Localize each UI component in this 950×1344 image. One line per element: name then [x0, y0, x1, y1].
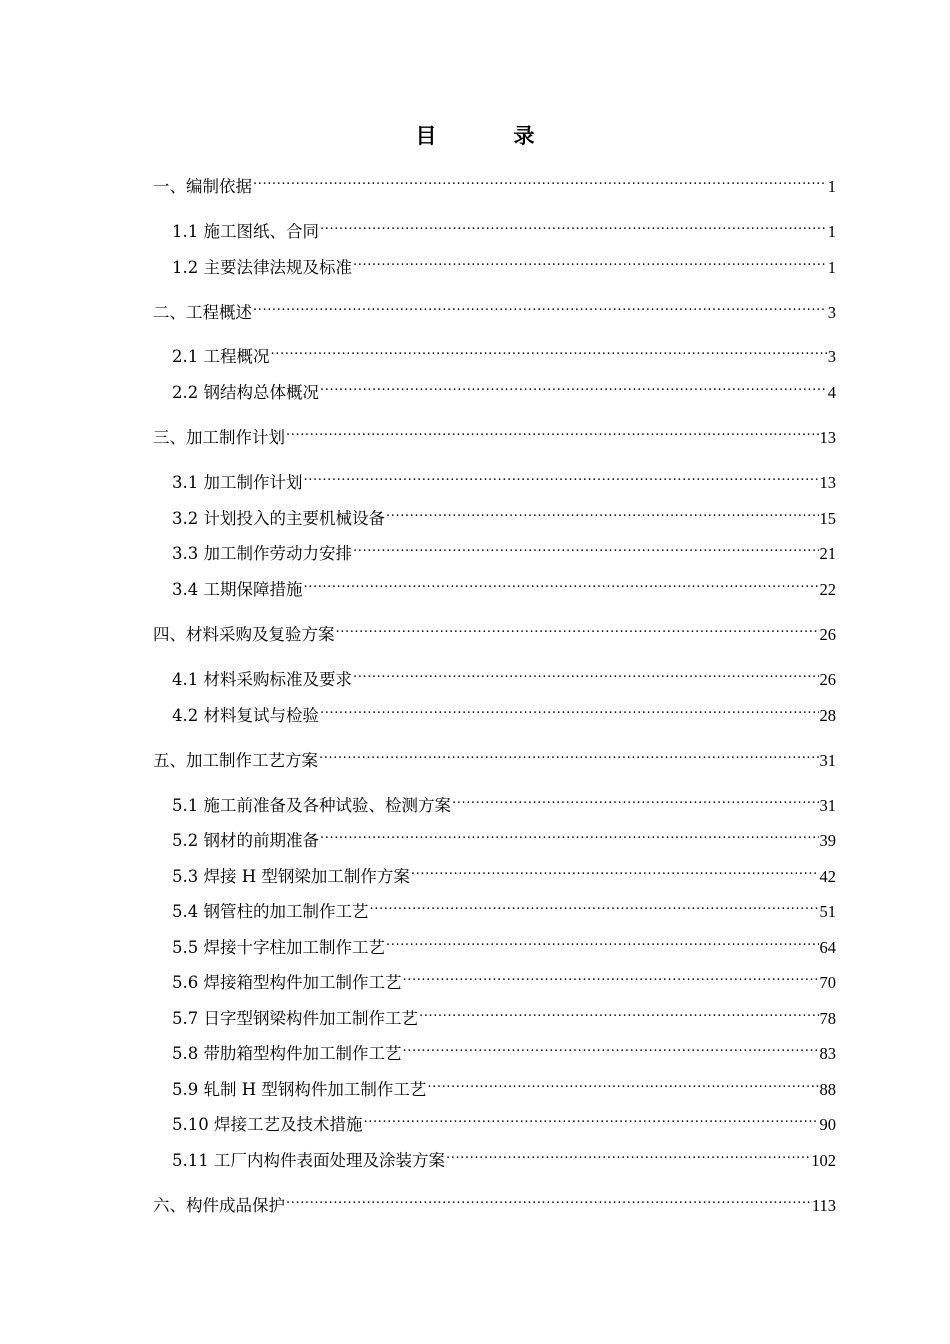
toc-subentry[interactable] [172, 1071, 836, 1099]
toc-entry-label: 2.1 工程概况 [172, 345, 271, 369]
toc-page-number: 4 [827, 383, 836, 402]
toc-dot-leader [403, 964, 819, 988]
toc-entry-label: 5.8 带肋箱型构件加工制作工艺 [172, 1042, 403, 1066]
toc-page-number: 31 [819, 751, 836, 770]
toc-page-number: 1 [827, 177, 836, 196]
toc-entry-label: 3.4 工期保障措施 [172, 578, 304, 602]
toc-subentry[interactable] [172, 1142, 836, 1170]
toc-subentry[interactable] [172, 374, 836, 402]
toc-subentry[interactable] [172, 464, 836, 492]
toc-dot-leader [452, 787, 819, 811]
toc-entry-label: 三、加工制作计划 [153, 426, 286, 450]
toc-page-number: 39 [819, 831, 836, 850]
toc-entry-label: 5.7 日字型钢梁构件加工制作工艺 [172, 1007, 419, 1031]
toc-entry-label: 五、加工制作工艺方案 [153, 749, 319, 773]
toc-dot-leader [353, 661, 819, 685]
toc-subentry[interactable] [172, 697, 836, 725]
toc-dot-leader [411, 858, 819, 882]
toc-subentry[interactable] [172, 858, 836, 886]
toc-entry-label: 四、材料采购及复验方案 [153, 623, 336, 647]
toc-dot-leader [386, 500, 819, 524]
toc-page-number: 1 [827, 258, 836, 277]
toc-entry-label: 3.2 计划投入的主要机械设备 [172, 507, 386, 531]
toc-dot-leader [353, 249, 827, 273]
toc-entry[interactable] [153, 168, 836, 196]
toc-page-number: 70 [819, 973, 836, 992]
toc-entry[interactable] [153, 742, 836, 770]
toc-subentry[interactable] [172, 1106, 836, 1134]
toc-dot-leader [320, 374, 827, 398]
toc-page-number: 83 [819, 1044, 836, 1063]
toc-page-number: 3 [827, 303, 836, 322]
toc-entry-label: 5.5 焊接十字柱加工制作工艺 [172, 936, 386, 960]
toc-dot-leader [370, 893, 819, 917]
toc-dot-leader [427, 1071, 818, 1095]
toc-dot-leader [286, 1187, 811, 1211]
toc-dot-leader [446, 1142, 810, 1166]
toc-subentry[interactable] [172, 964, 836, 992]
toc-dot-leader [320, 822, 819, 846]
toc-page-number: 15 [819, 509, 836, 528]
toc-dot-leader [419, 1000, 819, 1024]
page-title: 目 录 [415, 124, 563, 148]
toc-page-number: 31 [819, 796, 836, 815]
toc-dot-leader [319, 742, 819, 766]
toc-page-number: 113 [811, 1196, 836, 1215]
toc-page-number: 102 [811, 1151, 836, 1170]
toc-dot-leader [253, 294, 827, 318]
toc-entry-label: 5.2 钢材的前期准备 [172, 829, 320, 853]
toc-entry-label: 一、编制依据 [153, 175, 253, 199]
toc-dot-leader [320, 697, 819, 721]
toc-entry-label: 5.3 焊接 H 型钢梁加工制作方案 [172, 865, 411, 889]
toc-dot-leader [336, 616, 819, 640]
toc-page-number: 90 [819, 1115, 836, 1134]
toc-subentry[interactable] [172, 787, 836, 815]
toc-subentry[interactable] [172, 1035, 836, 1063]
toc-page-number: 64 [819, 938, 836, 957]
toc-page-number: 3 [827, 347, 836, 366]
toc-entry-label: 4.1 材料采购标准及要求 [172, 668, 353, 692]
toc-subentry[interactable] [172, 929, 836, 957]
toc-entry-label: 3.1 加工制作计划 [172, 471, 304, 495]
toc-page-number: 13 [819, 473, 836, 492]
toc-page-number: 1 [827, 222, 836, 241]
toc-entry-label: 1.1 施工图纸、合同 [172, 220, 320, 244]
toc-dot-leader [286, 419, 819, 443]
toc-dot-leader [271, 338, 827, 362]
toc-entry[interactable] [153, 616, 836, 644]
toc-subentry[interactable] [172, 822, 836, 850]
toc-subentry[interactable] [172, 249, 836, 277]
toc-page-number: 26 [819, 625, 836, 644]
toc-subentry[interactable] [172, 893, 836, 921]
toc-page-number: 88 [819, 1080, 836, 1099]
toc-entry[interactable] [153, 294, 836, 322]
toc-dot-leader [403, 1035, 819, 1059]
toc-subentry[interactable] [172, 1000, 836, 1028]
toc-page-number: 42 [819, 867, 836, 886]
toc-entry-label: 二、工程概述 [153, 301, 253, 325]
toc-entry[interactable] [153, 419, 836, 447]
toc-subentry[interactable] [172, 338, 836, 366]
toc-dot-leader [363, 1106, 818, 1130]
toc-page-number: 78 [819, 1009, 836, 1028]
toc-entry-label: 3.3 加工制作劳动力安排 [172, 542, 353, 566]
toc-page-number: 21 [819, 544, 836, 563]
toc-entry-label: 5.9 轧制 H 型钢构件加工制作工艺 [172, 1078, 427, 1102]
toc-page-number: 26 [819, 670, 836, 689]
toc-dot-leader [304, 571, 819, 595]
toc-page-number: 51 [819, 902, 836, 921]
toc-entry-label: 2.2 钢结构总体概况 [172, 381, 320, 405]
toc-dot-leader [386, 929, 819, 953]
toc-dot-leader [304, 464, 819, 488]
toc-entry-label: 六、构件成品保护 [153, 1194, 286, 1218]
toc-entry-label: 5.1 施工前准备及各种试验、检测方案 [172, 794, 452, 818]
toc-page-number: 13 [819, 428, 836, 447]
toc-dot-leader [320, 213, 827, 237]
toc-entry[interactable] [153, 1187, 836, 1215]
toc-entry-label: 5.11 工厂内构件表面处理及涂装方案 [172, 1149, 446, 1173]
toc-entry-label: 5.6 焊接箱型构件加工制作工艺 [172, 971, 403, 995]
toc-subentry[interactable] [172, 571, 836, 599]
toc-entry-label: 1.2 主要法律法规及标准 [172, 256, 353, 280]
toc-entry-label: 4.2 材料复试与检验 [172, 704, 320, 728]
toc-subentry[interactable] [172, 500, 836, 528]
toc-page-number: 28 [819, 706, 836, 725]
toc-dot-leader [353, 535, 819, 559]
toc-entry-label: 5.4 钢管柱的加工制作工艺 [172, 900, 370, 924]
toc-subentry[interactable] [172, 535, 836, 563]
toc-dot-leader [253, 168, 827, 192]
toc-page-number: 22 [819, 580, 836, 599]
toc-entry-label: 5.10 焊接工艺及技术措施 [172, 1113, 363, 1137]
toc-subentry[interactable] [172, 661, 836, 689]
toc-subentry[interactable] [172, 213, 836, 241]
